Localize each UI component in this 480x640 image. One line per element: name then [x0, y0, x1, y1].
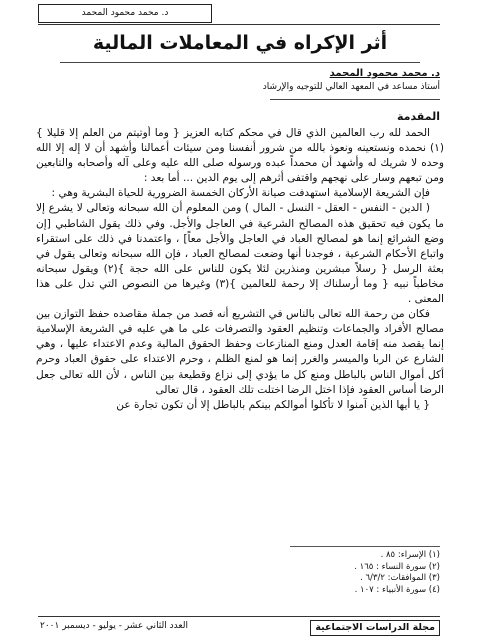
- header-rule: [38, 24, 440, 25]
- section-heading: المقدمة: [396, 110, 440, 123]
- footnotes: [220, 550, 440, 596]
- paragraph: فإن الشريعة الإسلامية استهدفت صيانة الأركان الخمسة الضرورية للحياة البشرية وهي :: [51, 187, 430, 200]
- paragraph: فكان من رحمة الله تعالى بالناس في التشريع أنه قصد من جملة مقاصده حفظ التوازن بين مصالح الأفراد والجماعات وتنظيم العقود والتصرفات على ما هي عليه في الشريعة الإسلامية إنما يقصد منه إقامة العدل ومنع المنازعات وحفظ الحقوق المالية وعدم الاعتداء عليها ، وهي الشارع عن الربا والميسر والغرر إنما هو لمنع الظلم ، وحرم الاعتداء على حقوق العباد وحرم أكل أموال الناس بالباطل ومنع كل ما يؤدي إلى نزاع وقطيعة بين الناس ، لأن الله تعالى جعل الرضا أساس العقود فإذا اختل الرضا اختلت تلك العقود ، قال تعالى: [36, 308, 444, 396]
- author-rule: [270, 99, 440, 100]
- article-title: أثر الإكراه في المعاملات المالية: [92, 32, 388, 54]
- article-body: [36, 126, 444, 546]
- paragraph: { يا أيها الذين آمنوا لا تأكلوا أموالكم بينكم بالباطل إلا أن تكون تجارة عن: [116, 398, 430, 411]
- paragraph: الحمد لله رب العالمين الذي قال في محكم كتابه العزيز { وما أوتيتم من العلم إلا قليلا }(١) نحمده ونستعينه ونعوذ بالله من شرور أنفسنا ومن سيئات أعمالنا وأشهد أن لا إله إلا الله وحده لا شريك له وأشهد أن محمداً عبده ورسوله صلى الله عليه وعلى آله وأصحابه والتابعين ومن تبعهم وسار على نهجهم واقتفى أثرهم إلى يوم الدين ... أما بعد :: [36, 127, 444, 185]
- author-affiliation: أستاذ مساعد في المعهد العالي للتوجيه والإرشاد: [262, 82, 440, 92]
- footnote: (٣) الموافقات: ٦/٣/٢ .: [360, 573, 440, 583]
- title-underline: [60, 62, 420, 63]
- running-header-author: د. محمد محمود المحمد: [38, 4, 212, 23]
- footnote-rule: [290, 546, 440, 547]
- footnote: (٢) سورة النساء : ١٦٥ .: [354, 561, 440, 572]
- journal-name: مجلة الدراسات الاجتماعية: [310, 620, 440, 636]
- author-name: د. محمد محمود المحمد: [329, 68, 440, 79]
- issue-info: العدد الثاني عشر - يوليو - ديسمبر ٢٠٠١: [40, 621, 188, 631]
- paragraph: ( الدين - النفس - العقل - النسل - المال ) ومن المعلوم أن الله سبحانه وتعالى لا يشرع إلا ما يكون فيه تحقيق هذه المصالح الشرعية في العاجل والأجل. وفي ذلك يقول الشاطبي [إن وضع الشرائع إنما هو لمصالح العباد في العاجل والأجل معاً] ، واعتمدنا في ذلك على استقراء واتباع الأحكام الشرعية ، فوجدنا أنها وضعت لمصالح العباد ، فإن الله سبحانه وتعالى يقول في بعثة الرسل { رسلاً مبشرين ومنذرين لئلا يكون للناس على الله حجة }(٢) ويقول سبحانه مخاطباً نبيه { وما أرسلناك إلا رحمة للعالمين }(٣) وغيرها من النصوص التي تدل على هذا المعنى .: [36, 202, 444, 306]
- footnote: (٤) سورة الأنبياء : ١٠٧ .: [354, 584, 440, 595]
- footnote: (١) الإسراء: ٨٥ .: [380, 550, 440, 560]
- footer-rule: [38, 616, 440, 617]
